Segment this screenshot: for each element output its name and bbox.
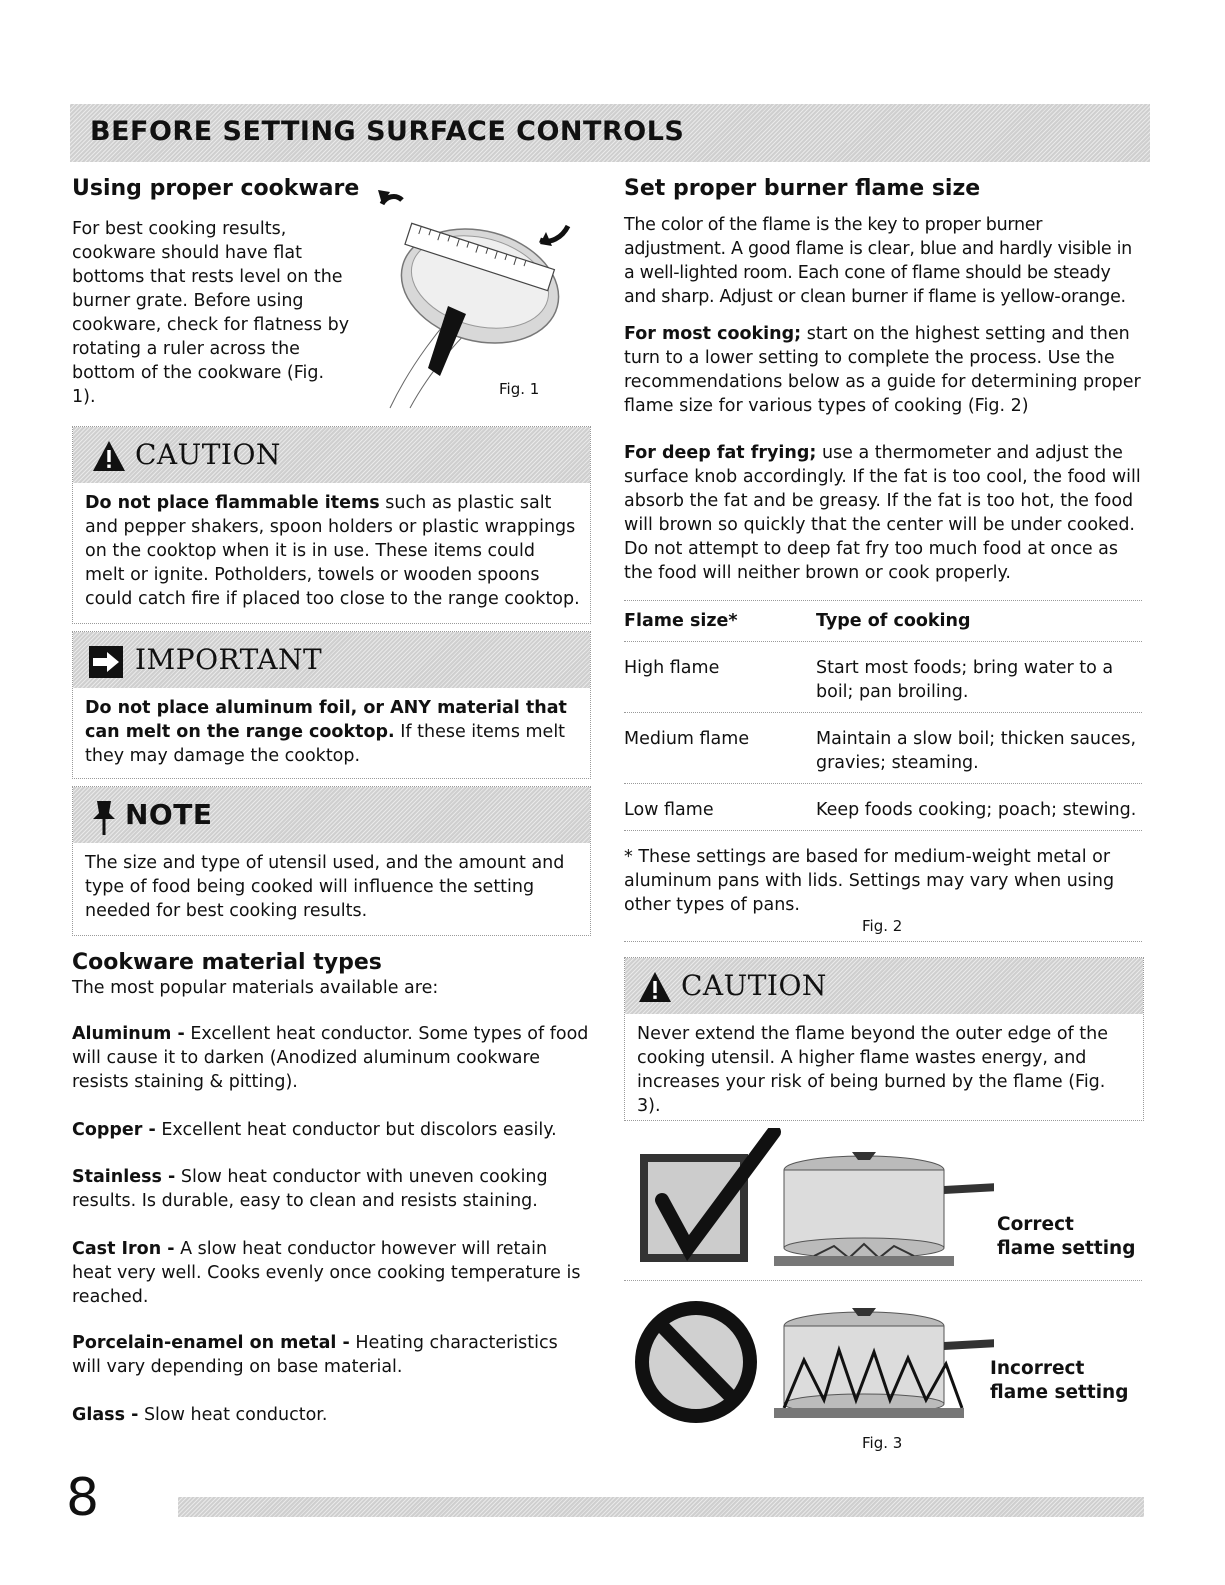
material-name: Porcelain-enamel on metal - [72, 1333, 350, 1353]
table-header-row [624, 600, 1142, 642]
table-row [624, 642, 1142, 713]
table-cell-flame: High flame [624, 658, 720, 678]
material-text: A slow heat conductor however will retain heat very well. Cooks evenly once cooking temperature is reached. [72, 1239, 581, 1307]
caution-bold-text: Do not place flammable items [85, 493, 380, 513]
pushpin-icon [91, 797, 117, 837]
material-text: Excellent heat conductor but discolors easily. [155, 1120, 557, 1140]
note-header [73, 787, 590, 843]
table-row [624, 713, 1142, 784]
material-text: Excellent heat conductor. Some types of food will cause it to darken (Anodized aluminum cookware resists staining & pitting). [72, 1024, 589, 1092]
caution-body [73, 483, 590, 621]
material-text: Slow heat conductor with uneven cooking results. Is durable, easy to clean and resists staining. [72, 1167, 548, 1211]
warning-triangle-icon [91, 439, 127, 473]
table-cell-flame: Low flame [624, 800, 714, 820]
section-banner [70, 104, 1150, 162]
caution-box-flammable [72, 426, 591, 624]
material-porcelain [72, 1331, 592, 1379]
flame-most-cooking [624, 322, 1144, 418]
section-title: BEFORE SETTING SURFACE CONTROLS [90, 116, 685, 147]
material-name: Glass - [72, 1405, 139, 1425]
materials-heading: Cookware material types [72, 950, 382, 975]
material-name: Aluminum - [72, 1024, 185, 1044]
material-stainless [72, 1165, 592, 1213]
table-header-flame-size: Flame size* [624, 611, 738, 631]
flame-heading: Set proper burner flame size [624, 176, 981, 201]
important-text: If these items melt they may damage the cooktop. [85, 722, 566, 766]
divider [624, 941, 1142, 942]
arrow-box-icon [87, 644, 125, 680]
cookware-text: For best cooking results, cookware should have flat bottoms that rests level on the burner grate. Before using cookware, check for flatness by rotating a ruler across the bottom of the cookware (Fig. 1). [72, 219, 350, 407]
incorrect-flame-illustration [634, 1290, 994, 1430]
material-text: Slow heat conductor. [138, 1405, 328, 1425]
fig2-label: Fig. 2 [862, 917, 903, 935]
divider [624, 1280, 1142, 1281]
page-number: 8 [66, 1468, 100, 1528]
ruler-flatness-illustration [370, 186, 585, 411]
fig1-label: Fig. 1 [499, 380, 540, 398]
important-bold-text: Do not place aluminum foil, or ANY material that can melt on the range cooktop. [85, 698, 567, 742]
note-title: NOTE [125, 798, 213, 831]
table-cell-cooking: Maintain a slow boil; thicken sauces, gravies; steaming. [816, 729, 1137, 773]
caution-header [73, 427, 590, 483]
most-cooking-text: start on the highest setting and then turn to a lower setting to complete the process. Use the recommendations below as a guide for determining proper flame size for various types of cooking (Fig. 2) [624, 324, 1141, 416]
caution-box-flame [624, 957, 1144, 1121]
warning-triangle-icon [637, 970, 673, 1004]
note-body: The size and type of utensil used, and the amount and type of food being cooked will influence the setting needed for best cooking results. [85, 853, 565, 921]
material-name: Copper - [72, 1120, 156, 1140]
caution-title: CAUTION [135, 438, 281, 471]
fig3-label: Fig. 3 [862, 1434, 903, 1452]
flame-deep-frying [624, 441, 1144, 585]
flame-intro: The color of the flame is the key to proper burner adjustment. A good flame is clear, blue and hardly visible in a well-lighted room. Each cone of flame should be steady and sharp. Adjust or clean burner if flame is yellow-orange. [624, 215, 1132, 307]
correct-flame-illustration [634, 1128, 994, 1278]
table-header-type: Type of cooking [816, 611, 971, 631]
material-cast-iron [72, 1237, 592, 1309]
deep-frying-label: For deep fat frying; [624, 443, 817, 463]
caution-header [625, 958, 1143, 1014]
flame-size-table [624, 600, 1142, 831]
material-aluminum [72, 1022, 592, 1094]
cookware-heading: Using proper cookware [72, 176, 360, 201]
most-cooking-label: For most cooking; [624, 324, 802, 344]
footer-bar [178, 1497, 1144, 1517]
table-cell-cooking: Start most foods; bring water to a boil; pan broiling. [816, 658, 1114, 702]
material-name: Stainless - [72, 1167, 176, 1187]
note-box [72, 786, 591, 936]
caution-body: Never extend the flame beyond the outer edge of the cooking utensil. A higher flame wastes energy, and increases your risk of being burned by the flame (Fig. 3). [637, 1024, 1108, 1116]
caution-text: such as plastic salt and pepper shakers, spoon holders or plastic wrappings on the cooktop when it is in use. These items could melt or ignite. Potholders, towels or wooden spoons could catch fire if placed too close to the range cooktop. [85, 493, 580, 609]
material-glass [72, 1403, 592, 1427]
table-cell-flame: Medium flame [624, 729, 750, 749]
table-row [624, 784, 1142, 831]
table-cell-cooking: Keep foods cooking; poach; stewing. [816, 800, 1137, 820]
material-text: Heating characteristics will vary depending on base material. [72, 1333, 558, 1377]
important-box [72, 631, 591, 779]
materials-intro: The most popular materials available are: [72, 978, 439, 998]
material-name: Cast Iron - [72, 1239, 175, 1259]
table-footnote: * These settings are based for medium-weight metal or aluminum pans with lids. Settings may vary when using other types of pans. [624, 847, 1115, 915]
important-header [73, 632, 590, 688]
caution-title: CAUTION [681, 969, 827, 1002]
material-copper [72, 1118, 592, 1142]
incorrect-flame-label: Incorrect flame setting [990, 1358, 1129, 1403]
important-title: IMPORTANT [135, 643, 323, 676]
important-body [73, 688, 590, 778]
deep-frying-text: use a thermometer and adjust the surface knob accordingly. If the fat is too cool, the food will absorb the fat and be greasy. If the fat is too hot, the food will brown so quickly that the center will be under cooked. Do not attempt to deep fat fry too much food at once as the food will neither brown or cook properly. [624, 443, 1141, 583]
correct-flame-label: Correct flame setting [997, 1214, 1136, 1259]
